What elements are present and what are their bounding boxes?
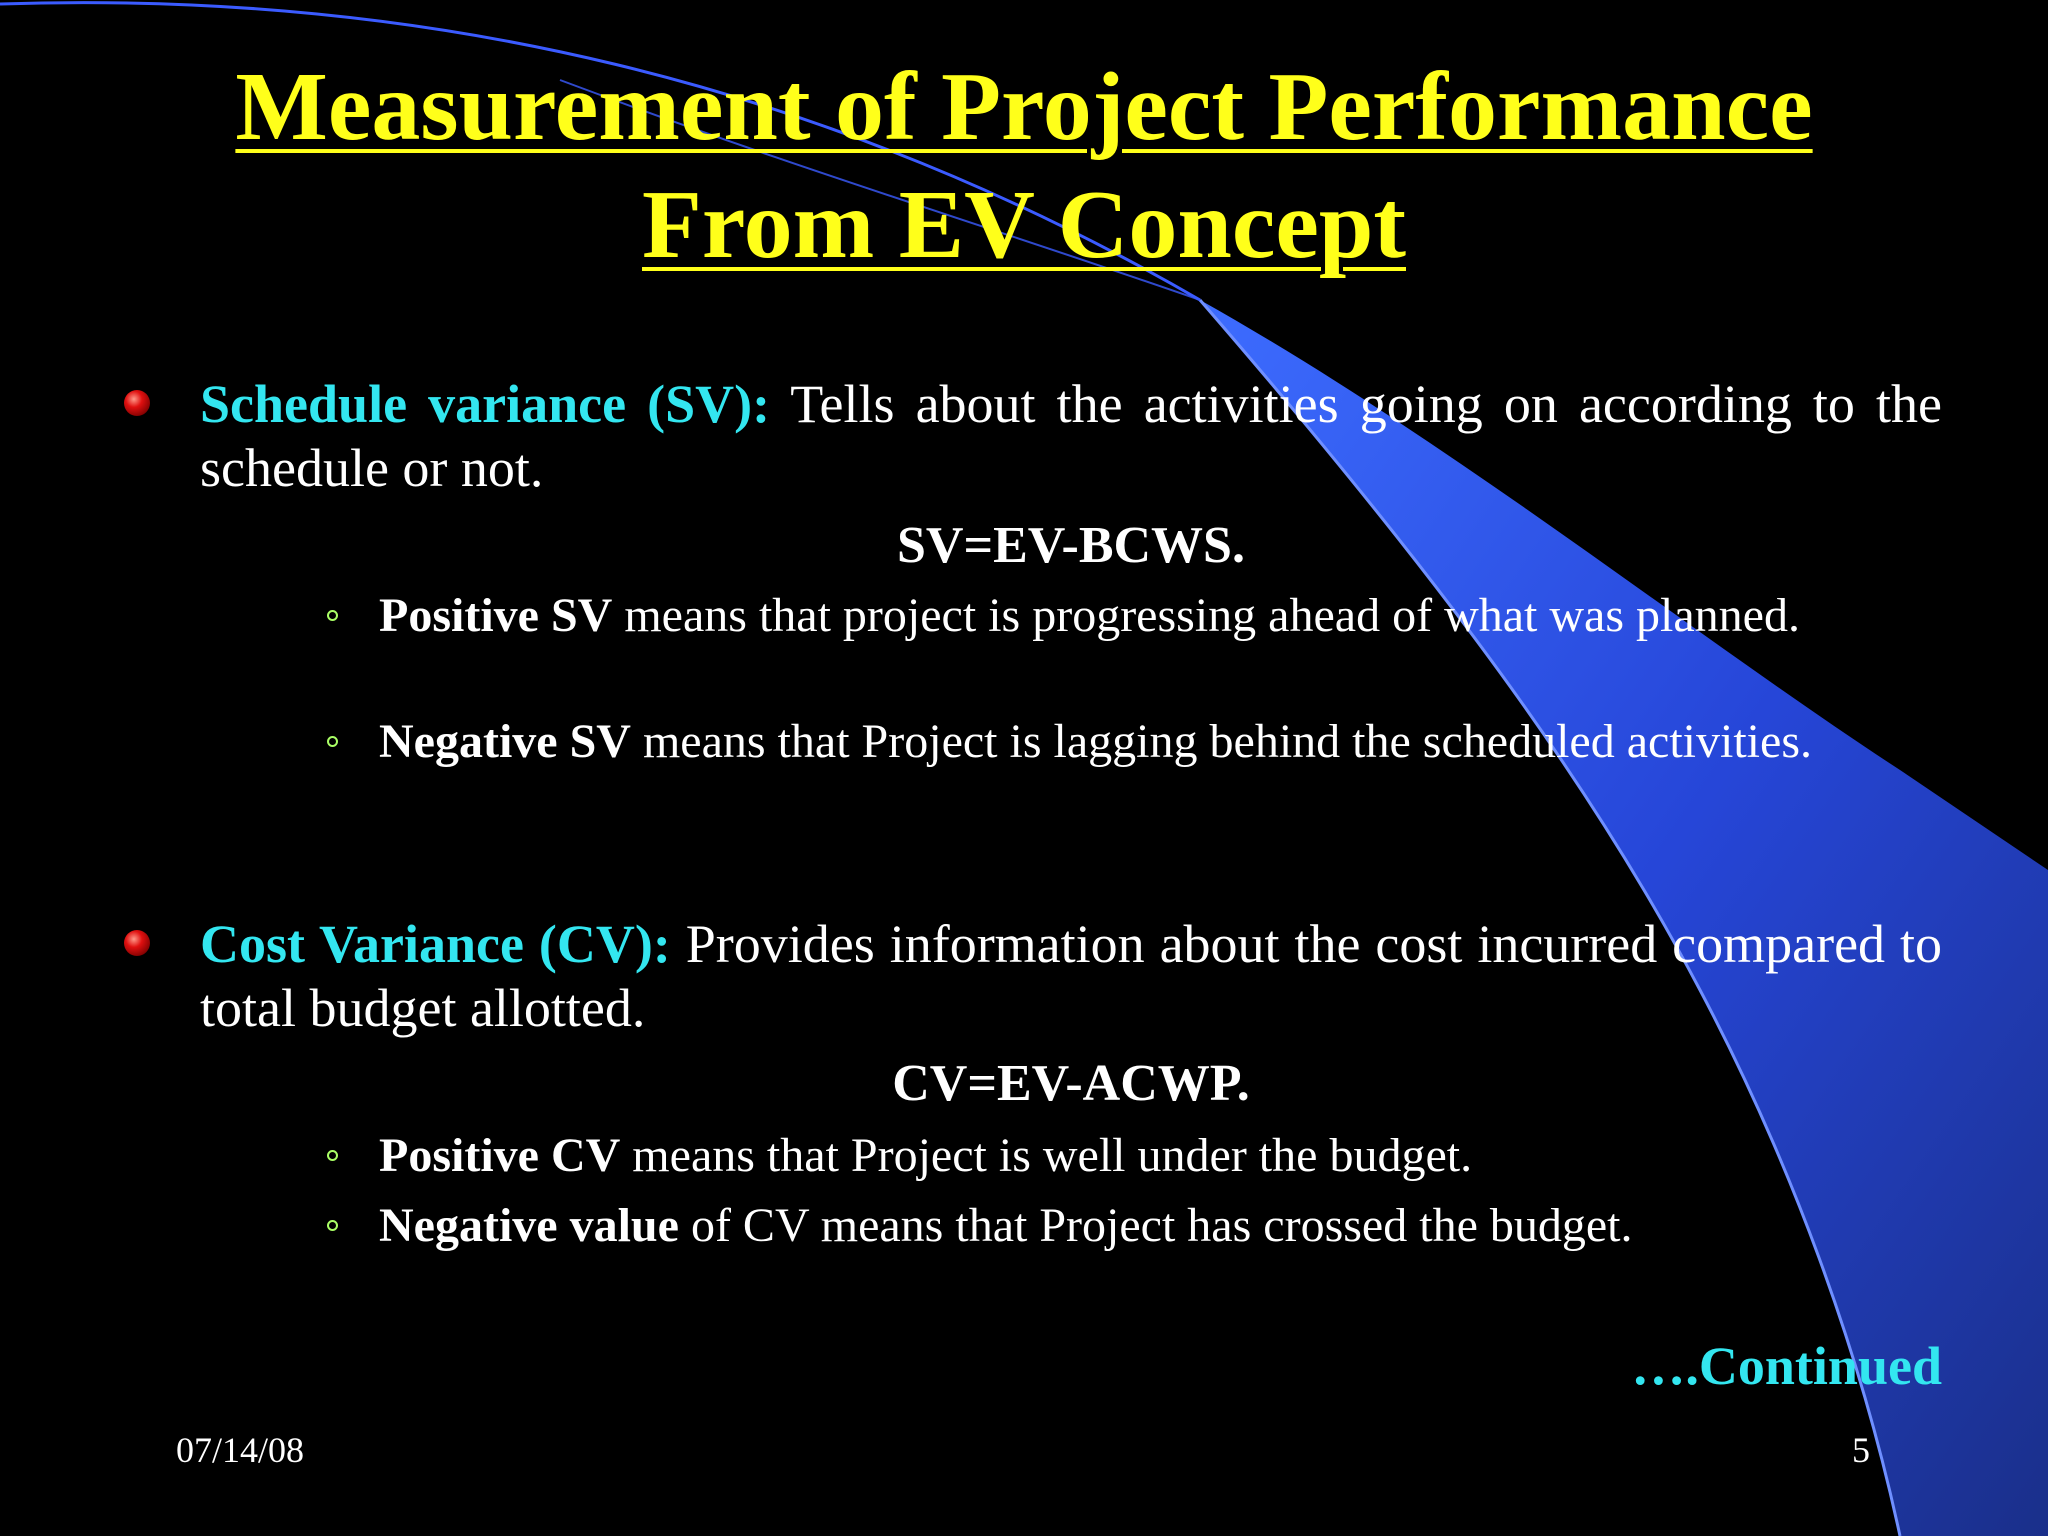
slide-title	[100, 48, 1948, 284]
sub-bullet-circle-icon	[327, 610, 338, 621]
sub-item-bold: Positive SV	[379, 589, 613, 642]
sub-bullet-circle-icon	[327, 736, 338, 747]
sub-item-positive-cv	[379, 1128, 1942, 1184]
continued-label: ….Continued	[1631, 1336, 1942, 1396]
bullet-text: Provides information about the cost incurred compared to total budget allotted.	[200, 914, 1942, 1038]
sub-bullet-circle-icon	[327, 1150, 338, 1161]
sub-item-bold: Positive CV	[379, 1129, 621, 1182]
sub-item-bold: Negative value	[379, 1199, 679, 1252]
bullet-dot-icon	[124, 930, 150, 956]
formula-sv: SV=EV-BCWS.	[897, 517, 1245, 574]
sub-item-text: means that project is progressing ahead of what was planned.	[612, 589, 1800, 642]
sub-item-text: means that Project is well under the budget.	[620, 1129, 1473, 1182]
bullet-cost-variance	[200, 912, 1942, 1040]
bullet-term: Schedule variance (SV):	[200, 374, 771, 434]
sub-item-text: means that Project is lagging behind the scheduled activities.	[630, 715, 1812, 768]
bullet-term: Cost Variance (CV):	[200, 914, 671, 974]
sub-item-positive-sv	[379, 588, 1942, 644]
sub-item-negative-sv	[379, 714, 1942, 770]
sub-bullet-circle-icon	[327, 1220, 338, 1231]
slide-page-number: 5	[1852, 1430, 1870, 1470]
sub-item-bold: Negative SV	[379, 715, 631, 768]
sub-item-text: of CV means that Project has crossed the budget.	[678, 1199, 1633, 1252]
bullet-schedule-variance	[200, 372, 1942, 500]
bullet-dot-icon	[124, 390, 150, 416]
bullet-text: Tells about the activities going on according to the schedule or not.	[200, 374, 1943, 498]
title-line-1: Measurement of Project Performance	[235, 53, 1813, 161]
slide-date: 07/14/08	[176, 1430, 305, 1470]
title-line-2: From EV Concept	[642, 171, 1406, 279]
formula-cv: CV=EV-ACWP.	[892, 1055, 1250, 1112]
sub-item-negative-cv	[379, 1198, 1942, 1254]
